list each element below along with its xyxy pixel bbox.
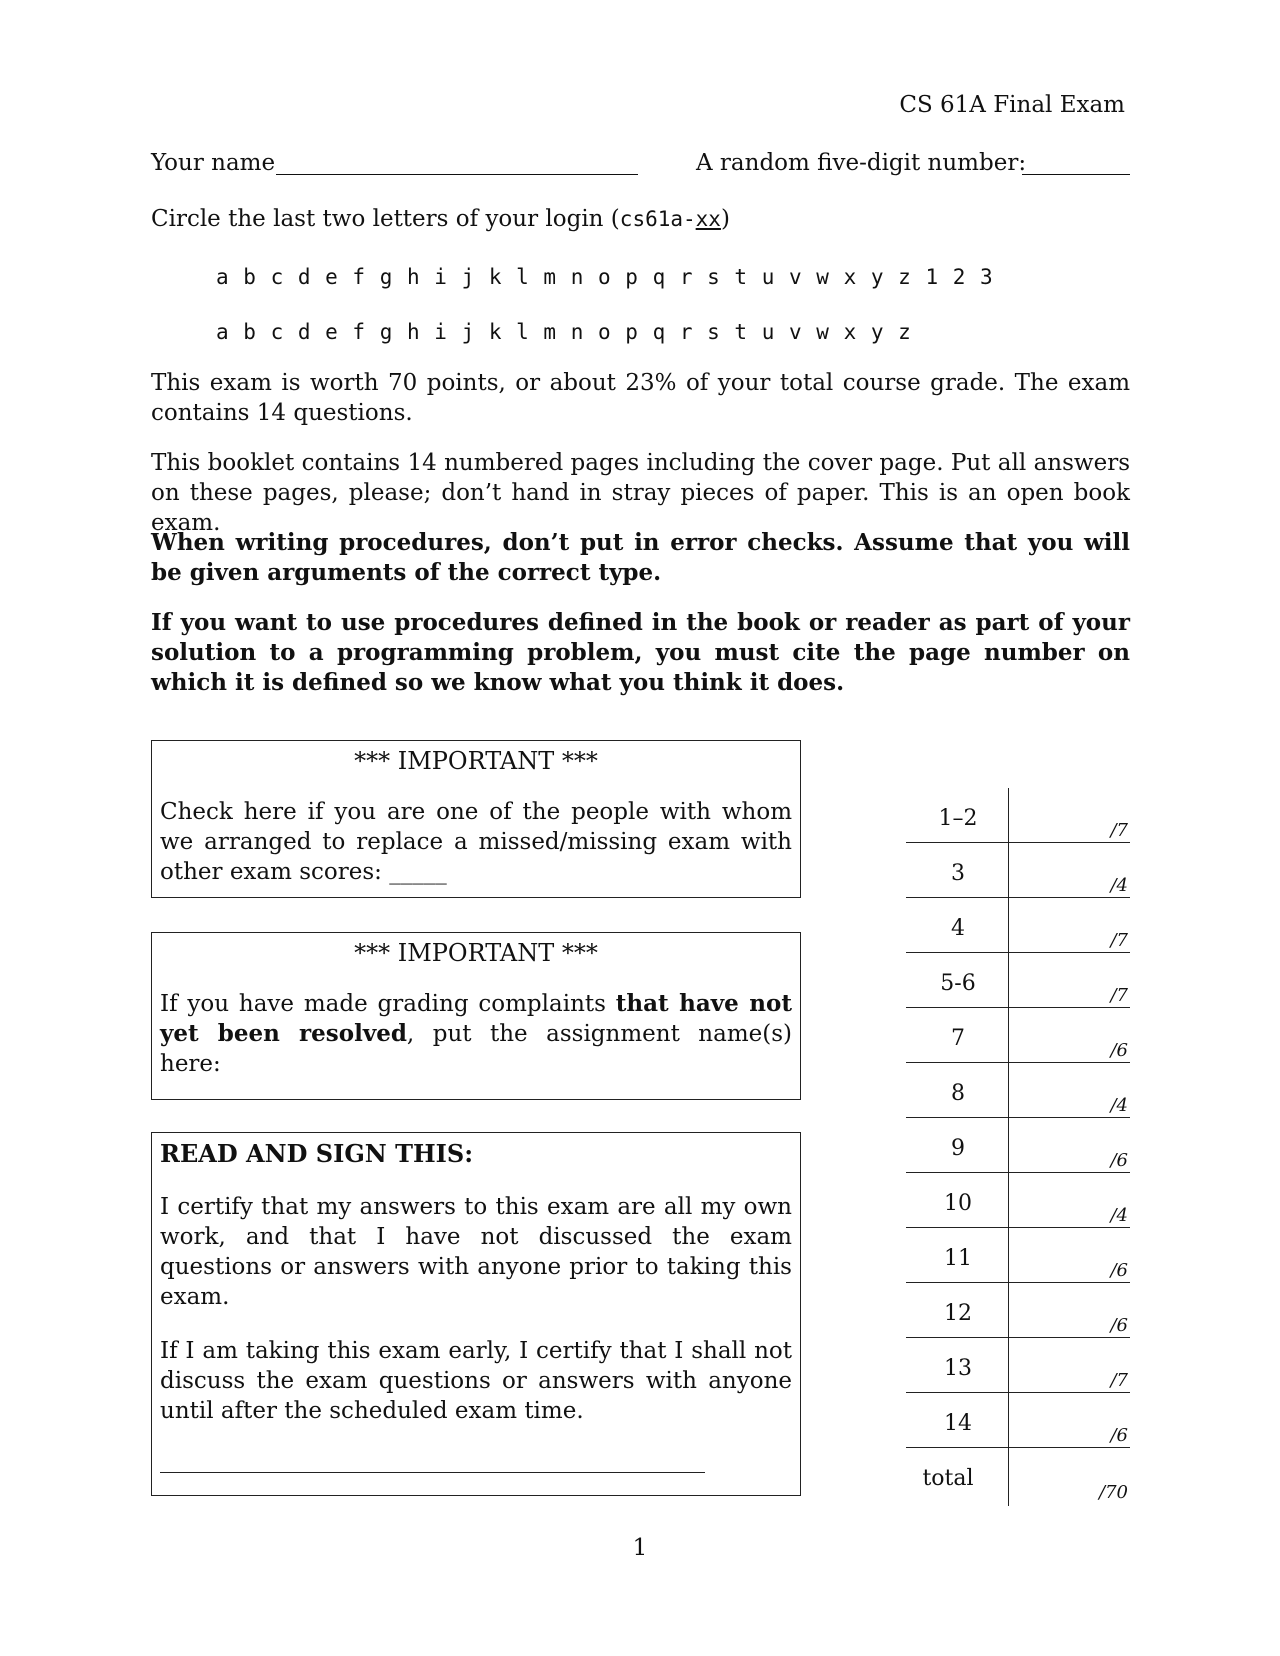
question-number: 1–2 — [938, 806, 978, 831]
question-number: 11 — [944, 1246, 972, 1271]
important-box-makeup — [151, 740, 801, 898]
total-max: /70 — [1099, 1482, 1128, 1503]
score-row — [906, 1173, 1130, 1228]
question-max-points: /6 — [1110, 1425, 1128, 1446]
certify-paragraph-2: If I am taking this exam early, I certify that I shall not discuss the exam questions or answers with anyone until after the scheduled exam time. — [160, 1338, 792, 1424]
complaints-answer-area[interactable] — [160, 1063, 792, 1091]
score-row — [906, 1283, 1130, 1338]
score-entry-field[interactable] — [1010, 1232, 1090, 1279]
score-row — [906, 898, 1130, 953]
instructions-paragraph-4: If you want to use procedures defined in the book or reader as part of your solution to a programming problem, you must cite the page number on which it is defined so we know what you think it does. — [151, 609, 1130, 696]
question-max-points: /6 — [1110, 1260, 1128, 1281]
page-number: 1 — [632, 1535, 648, 1561]
login-instruction: Circle the last two letters of your login (cs61a-xx) — [151, 206, 730, 232]
your-name-label: Your name — [151, 150, 276, 176]
name-row — [151, 148, 275, 178]
instructions-paragraph-1: This exam is worth 70 points, or about 23% of your total course grade. The exam contains 14 questions. — [151, 370, 1130, 426]
total-label: total — [922, 1466, 974, 1491]
question-number: 14 — [944, 1411, 972, 1436]
score-entry-field[interactable] — [1010, 1067, 1090, 1114]
score-entry-field[interactable] — [1010, 1342, 1090, 1389]
score-table — [906, 788, 1130, 1506]
score-entry-field[interactable] — [1010, 847, 1090, 894]
question-number: 8 — [951, 1081, 965, 1106]
question-max-points: /6 — [1110, 1315, 1128, 1336]
question-max-points: /6 — [1110, 1040, 1128, 1061]
score-entry-field[interactable] — [1010, 957, 1090, 1004]
question-number: 9 — [951, 1136, 965, 1161]
question-number: 7 — [951, 1026, 965, 1051]
score-entry-field[interactable] — [1010, 792, 1090, 839]
score-entry-field[interactable] — [1010, 1177, 1090, 1224]
score-row — [906, 1118, 1130, 1173]
important-box-complaints — [151, 932, 801, 1100]
question-max-points: /7 — [1110, 930, 1128, 951]
question-max-points: /4 — [1110, 1095, 1128, 1116]
name-field[interactable] — [276, 174, 638, 175]
question-max-points: /6 — [1110, 1150, 1128, 1171]
signature-line[interactable] — [160, 1472, 705, 1473]
instructions-paragraph-3: When writing procedures, don’t put in error checks. Assume that you will be given arguments of the correct type. — [151, 529, 1130, 586]
score-row — [906, 1393, 1130, 1448]
box-heading: *** IMPORTANT *** — [354, 747, 598, 775]
instructions-paragraph-2: This booklet contains 14 numbered pages including the cover page. Put all answers on these pages, please; don’t hand in stray pieces of paper. This is an open book exam. — [151, 450, 1130, 536]
question-max-points: /7 — [1110, 1370, 1128, 1391]
question-number: 3 — [951, 861, 965, 886]
question-number: 4 — [951, 916, 965, 941]
score-row — [906, 788, 1130, 843]
score-row — [906, 1338, 1130, 1393]
score-row — [906, 953, 1130, 1008]
score-row — [906, 843, 1130, 898]
course-title: CS 61A Final Exam — [899, 92, 1125, 118]
score-row — [906, 1008, 1130, 1063]
score-entry-field[interactable] — [1010, 902, 1090, 949]
score-entry-field[interactable] — [1010, 1122, 1090, 1169]
question-max-points: /4 — [1110, 1205, 1128, 1226]
random-number-field[interactable] — [1022, 174, 1130, 175]
sign-box — [151, 1132, 801, 1496]
certify-paragraph-1: I certify that my answers to this exam are all my own work, and that I have not discussed the exam questions or answers with anyone prior to taking this exam. — [160, 1194, 792, 1310]
login-letters-row-2[interactable]: a b c d e f g h i j k l m n o p q r s t u v w x y z — [216, 320, 911, 344]
score-entry-field[interactable] — [1010, 1397, 1090, 1444]
makeup-checkbox-blank[interactable]: _____ — [389, 859, 447, 885]
score-entry-field[interactable] — [1010, 1012, 1090, 1059]
sign-box-heading: READ AND SIGN THIS: — [160, 1139, 474, 1168]
question-max-points: /7 — [1110, 985, 1128, 1006]
score-entry-field[interactable] — [1010, 1287, 1090, 1334]
score-row — [906, 1063, 1130, 1118]
question-number: 13 — [944, 1356, 972, 1381]
question-max-points: /7 — [1110, 820, 1128, 841]
random-number-label: A random five-digit number: — [696, 150, 1027, 176]
score-row-total — [906, 1448, 1130, 1503]
box-text: Check here if you are one of the people with whom we arranged to replace a missed/missing exam with other exam scores: _____ — [160, 799, 792, 885]
question-number: 5-6 — [940, 971, 976, 996]
question-max-points: /4 — [1110, 875, 1128, 896]
box-heading: *** IMPORTANT *** — [354, 939, 598, 967]
score-row — [906, 1228, 1130, 1283]
question-number: 12 — [944, 1301, 972, 1326]
box-text: If you have made grading complaints that have not yet been resolved, put the assignment name(s) here: — [160, 990, 792, 1077]
login-letters-row-1[interactable]: a b c d e f g h i j k l m n o p q r s t u v w x y z 1 2 3 — [216, 265, 993, 289]
question-number: 10 — [944, 1191, 972, 1216]
